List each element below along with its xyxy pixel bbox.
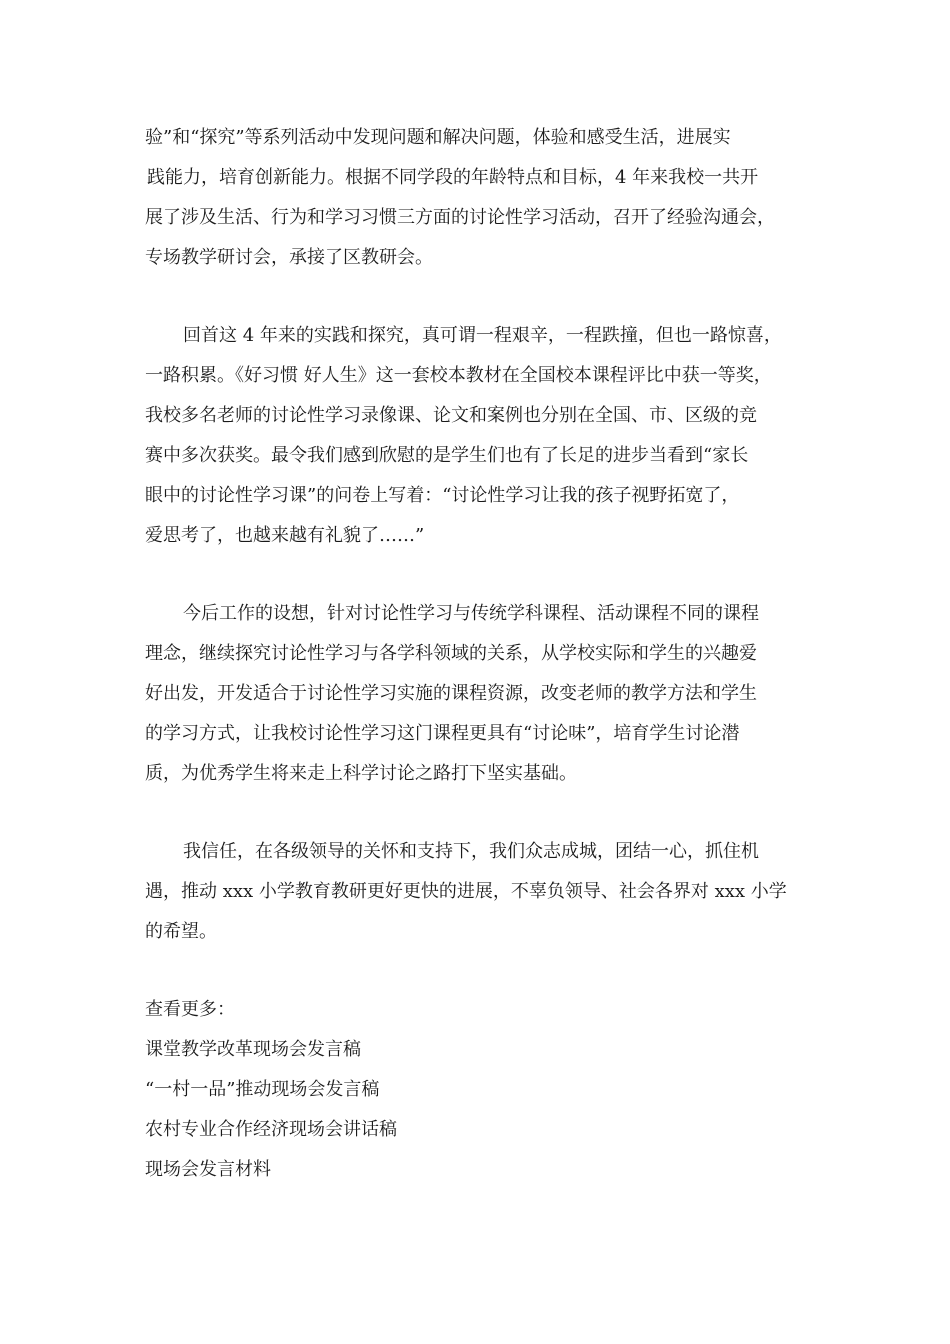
- related-link-1[interactable]: 课堂教学改革现场会发言稿: [145, 1039, 361, 1060]
- related-link-3[interactable]: 农村专业合作经济现场会讲话稿: [145, 1119, 397, 1140]
- paragraph-spacer: [145, 556, 810, 594]
- paragraph-line: 质，为优秀学生将来走上科学讨论之路打下坚实基础。: [145, 763, 577, 784]
- paragraph-2: [145, 316, 810, 556]
- paragraph-line: 今后工作的设想，针对讨论性学习与传统学科课程、活动课程不同的课程: [183, 603, 759, 624]
- paragraph-line: 理念，继续探究讨论性学习与各学科领域的关系，从学校实际和学生的兴趣爱: [145, 643, 757, 664]
- paragraph-line: 验”和“探究”等系列活动中发现问题和解决问题，体验和感受生活，进展实: [145, 127, 731, 148]
- related-link-4[interactable]: 现场会发言材料: [145, 1159, 271, 1180]
- paragraph-spacer: [145, 952, 810, 990]
- paragraph-line: 一路积累。《好习惯 好人生》这一套校本教材在全国校本课程评比中获一等奖，: [145, 365, 772, 386]
- paragraph-line: 遇，推动 xxx 小学教育教研更好更快的进展，不辜负领导、社会各界对 xxx 小学: [145, 881, 787, 902]
- document-page: [145, 118, 810, 1190]
- paragraph-line: 的希望。: [145, 921, 217, 942]
- paragraph-line: 的学习方式，让我校讨论性学习这门课程更具有“讨论味”，培育学生讨论潜: [145, 723, 740, 744]
- paragraph-line: 专场教学研讨会，承接了区教研会。: [145, 247, 433, 268]
- paragraph-4: [145, 832, 810, 952]
- paragraph-line: 爱思考了，也越来越有礼貌了……”: [145, 525, 425, 546]
- paragraph-line: 回首这 4 年来的实践和探究，真可谓一程艰辛，一程跌撞，但也一路惊喜，: [183, 325, 782, 346]
- paragraph-spacer: [145, 278, 810, 316]
- see-more-title: 查看更多：: [145, 999, 235, 1020]
- paragraph-line: 好出发，开发适合于讨论性学习实施的课程资源，改变老师的教学方法和学生: [145, 683, 757, 704]
- paragraph-spacer: [145, 794, 810, 832]
- paragraph-line: 践能力，培育创新能力。根据不同学段的年龄特点和目标，4 年来我校一共开: [147, 167, 759, 188]
- see-more-section: [145, 990, 810, 1190]
- paragraph-line: 赛中多次获奖。最令我们感到欣慰的是学生们也有了长足的进步当看到“家长: [145, 445, 749, 466]
- related-links-list: [145, 1030, 810, 1190]
- paragraph-line: 眼中的讨论性学习课”的问卷上写着：“讨论性学习让我的孩子视野拓宽了，: [145, 485, 740, 506]
- related-link-2[interactable]: “一村一品”推动现场会发言稿: [145, 1079, 380, 1100]
- paragraph-line: 我校多名老师的讨论性学习录像课、论文和案例也分别在全国、市、区级的竞: [145, 405, 757, 426]
- paragraph-line: 我信任，在各级领导的关怀和支持下，我们众志成城，团结一心，抓住机: [183, 841, 759, 862]
- paragraph-1: [145, 118, 810, 278]
- paragraph-line: 展了涉及生活、行为和学习习惯三方面的讨论性学习活动，召开了经验沟通会，: [145, 207, 775, 228]
- paragraph-3: [145, 594, 810, 794]
